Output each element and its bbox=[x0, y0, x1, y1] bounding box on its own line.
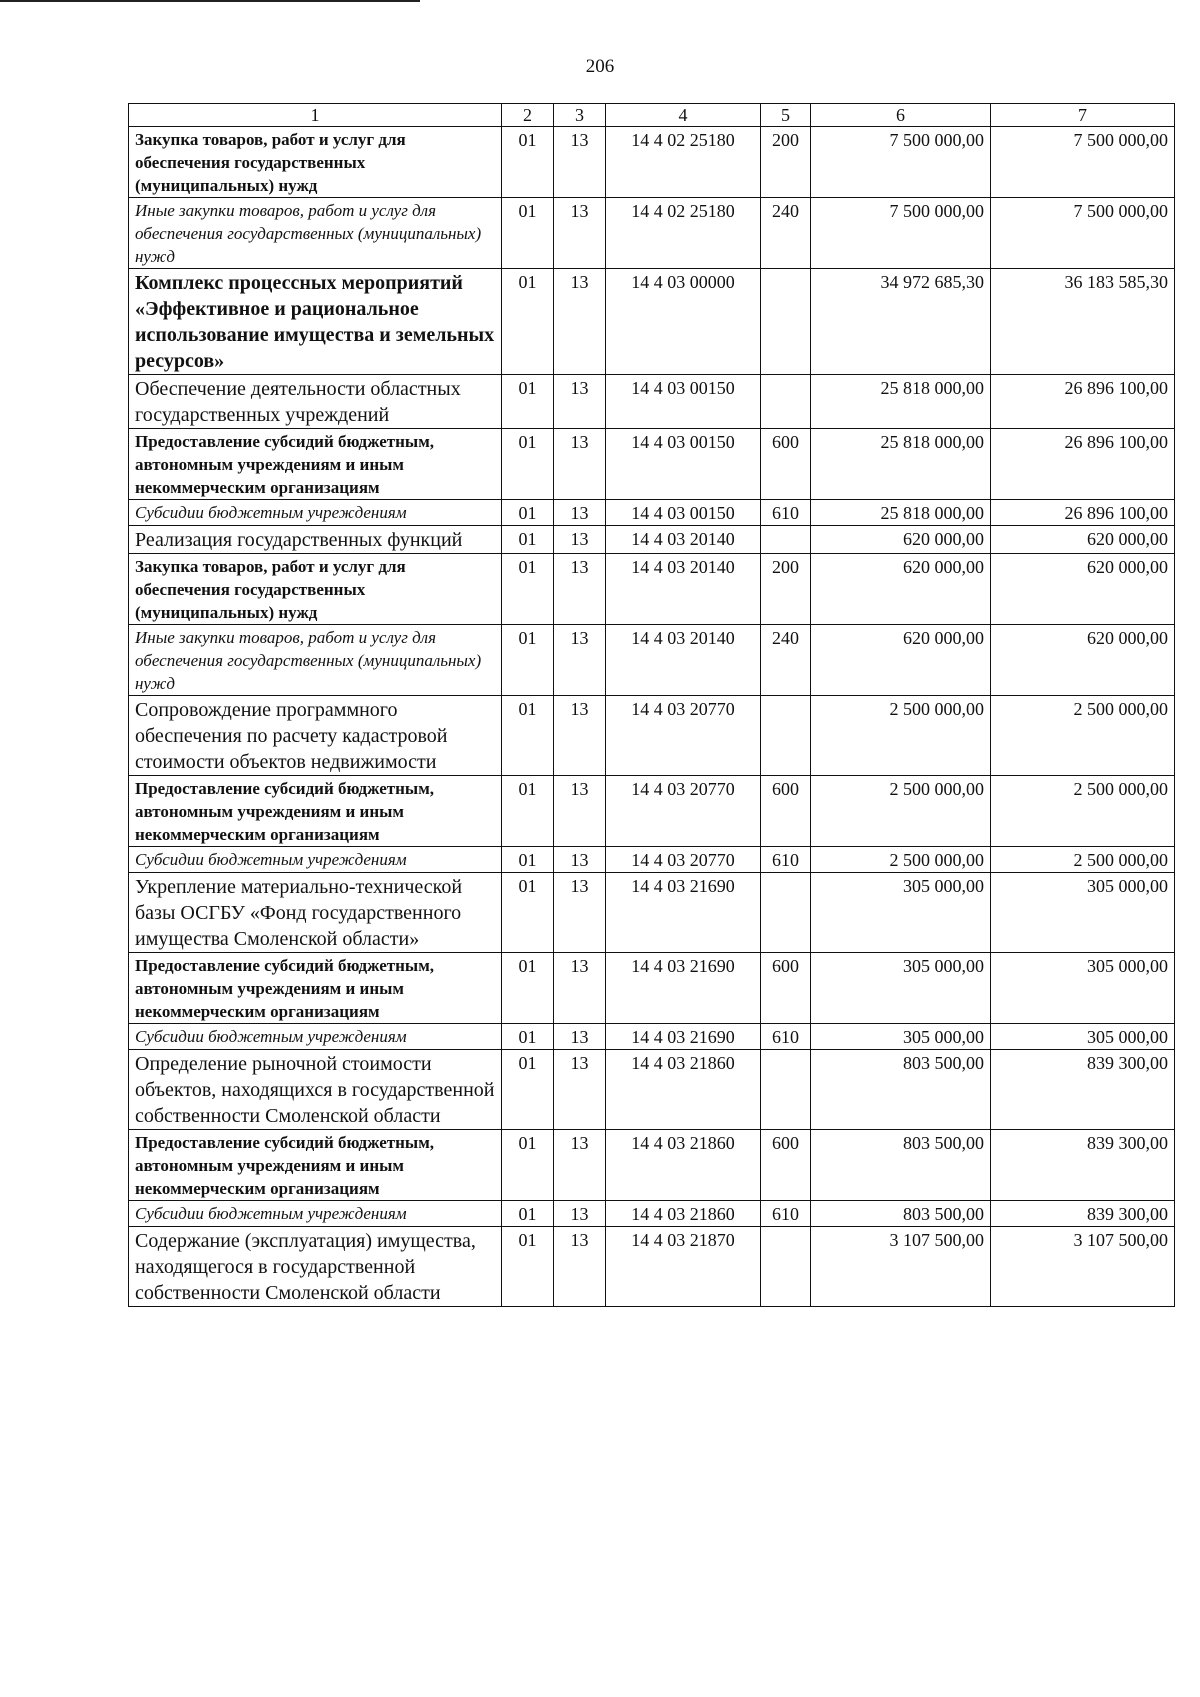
amount-year-2: 620 000,00 bbox=[991, 526, 1175, 554]
amount-year-2: 36 183 585,30 bbox=[991, 269, 1175, 375]
subsection-code: 13 bbox=[554, 500, 606, 526]
row-name: Содержание (эксплуатация) имущества, находящегося в государственной собственности Смоленской области bbox=[129, 1227, 502, 1307]
table-row bbox=[129, 526, 1175, 554]
row-name: Обеспечение деятельности областных государственных учреждений bbox=[129, 375, 502, 429]
subsection-code: 13 bbox=[554, 696, 606, 776]
row-name: Закупка товаров, работ и услуг для обеспечения государственных (муниципальных) нужд bbox=[129, 554, 502, 625]
subsection-code: 13 bbox=[554, 776, 606, 847]
amount-year-2: 26 896 100,00 bbox=[991, 429, 1175, 500]
amount-year-2: 26 896 100,00 bbox=[991, 500, 1175, 526]
amount-year-1: 2 500 000,00 bbox=[811, 776, 991, 847]
table-row bbox=[129, 953, 1175, 1024]
expense-type-code bbox=[761, 1050, 811, 1130]
expense-type-code: 200 bbox=[761, 127, 811, 198]
section-code: 01 bbox=[502, 1201, 554, 1227]
amount-year-1: 803 500,00 bbox=[811, 1201, 991, 1227]
section-code: 01 bbox=[502, 526, 554, 554]
table-body bbox=[129, 127, 1175, 1307]
row-name: Иные закупки товаров, работ и услуг для обеспечения государственных (муниципальных) нужд bbox=[129, 198, 502, 269]
amount-year-1: 305 000,00 bbox=[811, 1024, 991, 1050]
section-code: 01 bbox=[502, 375, 554, 429]
col-header-2: 2 bbox=[502, 104, 554, 127]
amount-year-1: 34 972 685,30 bbox=[811, 269, 991, 375]
table-row bbox=[129, 375, 1175, 429]
amount-year-1: 620 000,00 bbox=[811, 625, 991, 696]
section-code: 01 bbox=[502, 429, 554, 500]
table-row bbox=[129, 127, 1175, 198]
amount-year-2: 2 500 000,00 bbox=[991, 696, 1175, 776]
amount-year-2: 305 000,00 bbox=[991, 873, 1175, 953]
amount-year-2: 7 500 000,00 bbox=[991, 198, 1175, 269]
target-article-code: 14 4 03 00150 bbox=[606, 429, 761, 500]
amount-year-1: 2 500 000,00 bbox=[811, 847, 991, 873]
section-code: 01 bbox=[502, 1024, 554, 1050]
table-row bbox=[129, 776, 1175, 847]
expense-type-code: 610 bbox=[761, 1201, 811, 1227]
subsection-code: 13 bbox=[554, 1227, 606, 1307]
section-code: 01 bbox=[502, 500, 554, 526]
subsection-code: 13 bbox=[554, 953, 606, 1024]
amount-year-1: 7 500 000,00 bbox=[811, 198, 991, 269]
amount-year-1: 7 500 000,00 bbox=[811, 127, 991, 198]
amount-year-2: 839 300,00 bbox=[991, 1201, 1175, 1227]
amount-year-2: 2 500 000,00 bbox=[991, 847, 1175, 873]
section-code: 01 bbox=[502, 696, 554, 776]
target-article-code: 14 4 03 21690 bbox=[606, 953, 761, 1024]
subsection-code: 13 bbox=[554, 375, 606, 429]
table-row bbox=[129, 1130, 1175, 1201]
row-name: Предоставление субсидий бюджетным, автономным учреждениям и иным некоммерческим организациям bbox=[129, 1130, 502, 1201]
table-row bbox=[129, 1024, 1175, 1050]
target-article-code: 14 4 03 21870 bbox=[606, 1227, 761, 1307]
subsection-code: 13 bbox=[554, 1130, 606, 1201]
row-name: Реализация государственных функций bbox=[129, 526, 502, 554]
budget-table bbox=[128, 103, 1175, 1307]
target-article-code: 14 4 03 00150 bbox=[606, 500, 761, 526]
expense-type-code bbox=[761, 696, 811, 776]
expense-type-code bbox=[761, 526, 811, 554]
expense-type-code: 240 bbox=[761, 625, 811, 696]
subsection-code: 13 bbox=[554, 269, 606, 375]
subsection-code: 13 bbox=[554, 1050, 606, 1130]
target-article-code: 14 4 03 20770 bbox=[606, 847, 761, 873]
subsection-code: 13 bbox=[554, 1024, 606, 1050]
section-code: 01 bbox=[502, 554, 554, 625]
page-number: 206 bbox=[585, 56, 615, 77]
subsection-code: 13 bbox=[554, 554, 606, 625]
section-code: 01 bbox=[502, 1050, 554, 1130]
row-name: Предоставление субсидий бюджетным, автономным учреждениям и иным некоммерческим организациям bbox=[129, 776, 502, 847]
target-article-code: 14 4 02 25180 bbox=[606, 198, 761, 269]
col-header-3: 3 bbox=[554, 104, 606, 127]
col-header-5: 5 bbox=[761, 104, 811, 127]
section-code: 01 bbox=[502, 1130, 554, 1201]
table-row bbox=[129, 554, 1175, 625]
expense-type-code: 610 bbox=[761, 1024, 811, 1050]
target-article-code: 14 4 03 20140 bbox=[606, 625, 761, 696]
section-code: 01 bbox=[502, 198, 554, 269]
row-name: Комплекс процессных мероприятий «Эффективное и рациональное использование имущества и земельных ресурсов» bbox=[129, 269, 502, 375]
amount-year-1: 25 818 000,00 bbox=[811, 429, 991, 500]
expense-type-code bbox=[761, 375, 811, 429]
target-article-code: 14 4 03 20140 bbox=[606, 554, 761, 625]
row-name: Укрепление материально-технической базы ОСГБУ «Фонд государственного имущества Смоленской области» bbox=[129, 873, 502, 953]
amount-year-2: 620 000,00 bbox=[991, 554, 1175, 625]
subsection-code: 13 bbox=[554, 429, 606, 500]
section-code: 01 bbox=[502, 873, 554, 953]
target-article-code: 14 4 03 21860 bbox=[606, 1130, 761, 1201]
row-name: Сопровождение программного обеспечения по расчету кадастровой стоимости объектов недвижимости bbox=[129, 696, 502, 776]
target-article-code: 14 4 03 21690 bbox=[606, 873, 761, 953]
subsection-code: 13 bbox=[554, 873, 606, 953]
target-article-code: 14 4 02 25180 bbox=[606, 127, 761, 198]
col-header-4: 4 bbox=[606, 104, 761, 127]
expense-type-code: 610 bbox=[761, 500, 811, 526]
amount-year-2: 620 000,00 bbox=[991, 625, 1175, 696]
expense-type-code: 240 bbox=[761, 198, 811, 269]
amount-year-2: 305 000,00 bbox=[991, 1024, 1175, 1050]
expense-type-code: 600 bbox=[761, 429, 811, 500]
expense-type-code bbox=[761, 1227, 811, 1307]
target-article-code: 14 4 03 00150 bbox=[606, 375, 761, 429]
subsection-code: 13 bbox=[554, 198, 606, 269]
target-article-code: 14 4 03 00000 bbox=[606, 269, 761, 375]
expense-type-code: 600 bbox=[761, 776, 811, 847]
expense-type-code bbox=[761, 873, 811, 953]
expense-type-code bbox=[761, 269, 811, 375]
target-article-code: 14 4 03 21860 bbox=[606, 1050, 761, 1130]
amount-year-2: 2 500 000,00 bbox=[991, 776, 1175, 847]
table-row bbox=[129, 429, 1175, 500]
amount-year-2: 7 500 000,00 bbox=[991, 127, 1175, 198]
row-name: Закупка товаров, работ и услуг для обеспечения государственных (муниципальных) нужд bbox=[129, 127, 502, 198]
col-header-1: 1 bbox=[129, 104, 502, 127]
col-header-7: 7 bbox=[991, 104, 1175, 127]
target-article-code: 14 4 03 21860 bbox=[606, 1201, 761, 1227]
row-name: Субсидии бюджетным учреждениям bbox=[129, 500, 502, 526]
subsection-code: 13 bbox=[554, 625, 606, 696]
subsection-code: 13 bbox=[554, 127, 606, 198]
row-name: Иные закупки товаров, работ и услуг для обеспечения государственных (муниципальных) нужд bbox=[129, 625, 502, 696]
subsection-code: 13 bbox=[554, 847, 606, 873]
amount-year-1: 620 000,00 bbox=[811, 526, 991, 554]
section-code: 01 bbox=[502, 953, 554, 1024]
target-article-code: 14 4 03 20770 bbox=[606, 696, 761, 776]
table-row bbox=[129, 1050, 1175, 1130]
row-name: Субсидии бюджетным учреждениям bbox=[129, 1201, 502, 1227]
expense-type-code: 200 bbox=[761, 554, 811, 625]
subsection-code: 13 bbox=[554, 526, 606, 554]
table-row bbox=[129, 500, 1175, 526]
table-row bbox=[129, 696, 1175, 776]
expense-type-code: 600 bbox=[761, 1130, 811, 1201]
amount-year-2: 26 896 100,00 bbox=[991, 375, 1175, 429]
table-row bbox=[129, 625, 1175, 696]
row-name: Предоставление субсидий бюджетным, автономным учреждениям и иным некоммерческим организациям bbox=[129, 953, 502, 1024]
table-row bbox=[129, 847, 1175, 873]
row-name: Субсидии бюджетным учреждениям bbox=[129, 847, 502, 873]
section-code: 01 bbox=[502, 127, 554, 198]
col-header-6: 6 bbox=[811, 104, 991, 127]
amount-year-1: 620 000,00 bbox=[811, 554, 991, 625]
section-code: 01 bbox=[502, 776, 554, 847]
target-article-code: 14 4 03 21690 bbox=[606, 1024, 761, 1050]
amount-year-1: 25 818 000,00 bbox=[811, 375, 991, 429]
table-row bbox=[129, 1201, 1175, 1227]
scan-edge-line bbox=[0, 0, 420, 2]
amount-year-1: 2 500 000,00 bbox=[811, 696, 991, 776]
target-article-code: 14 4 03 20770 bbox=[606, 776, 761, 847]
amount-year-1: 803 500,00 bbox=[811, 1050, 991, 1130]
target-article-code: 14 4 03 20140 bbox=[606, 526, 761, 554]
amount-year-1: 305 000,00 bbox=[811, 873, 991, 953]
subsection-code: 13 bbox=[554, 1201, 606, 1227]
amount-year-1: 25 818 000,00 bbox=[811, 500, 991, 526]
column-number-row bbox=[129, 104, 1175, 127]
amount-year-2: 839 300,00 bbox=[991, 1130, 1175, 1201]
row-name: Предоставление субсидий бюджетным, автономным учреждениям и иным некоммерческим организациям bbox=[129, 429, 502, 500]
table-row bbox=[129, 1227, 1175, 1307]
table-row bbox=[129, 269, 1175, 375]
expense-type-code: 610 bbox=[761, 847, 811, 873]
amount-year-1: 3 107 500,00 bbox=[811, 1227, 991, 1307]
section-code: 01 bbox=[502, 625, 554, 696]
section-code: 01 bbox=[502, 269, 554, 375]
amount-year-2: 305 000,00 bbox=[991, 953, 1175, 1024]
amount-year-2: 3 107 500,00 bbox=[991, 1227, 1175, 1307]
amount-year-1: 803 500,00 bbox=[811, 1130, 991, 1201]
row-name: Определение рыночной стоимости объектов, находящихся в государственной собственности Смоленской области bbox=[129, 1050, 502, 1130]
table-row bbox=[129, 198, 1175, 269]
table-row bbox=[129, 873, 1175, 953]
section-code: 01 bbox=[502, 1227, 554, 1307]
section-code: 01 bbox=[502, 847, 554, 873]
row-name: Субсидии бюджетным учреждениям bbox=[129, 1024, 502, 1050]
amount-year-1: 305 000,00 bbox=[811, 953, 991, 1024]
expense-type-code: 600 bbox=[761, 953, 811, 1024]
amount-year-2: 839 300,00 bbox=[991, 1050, 1175, 1130]
